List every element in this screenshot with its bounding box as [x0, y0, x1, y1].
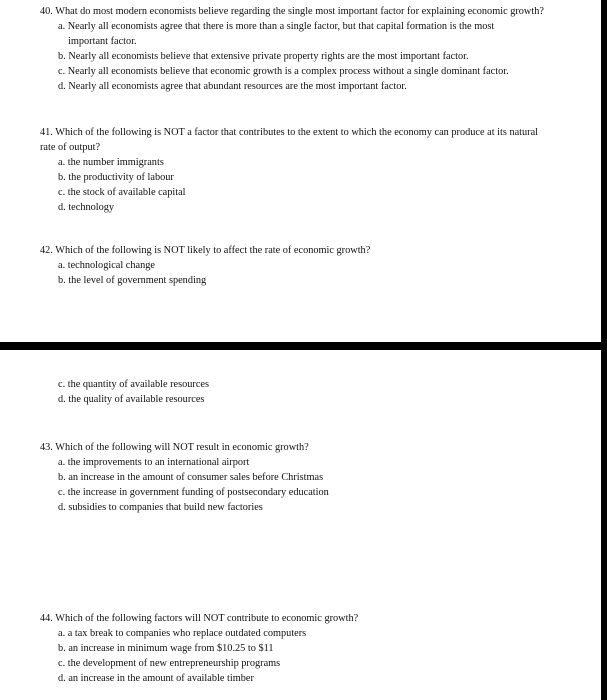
question-number: 43. [40, 442, 53, 453]
option-c [40, 64, 580, 79]
option-letter: d. [58, 81, 66, 92]
option-text: an increase in minimum wage from $10.25 to $11 [68, 643, 274, 654]
option-letter: b. [58, 643, 66, 654]
option-a [40, 19, 580, 49]
option-text: Nearly all economists believe that economic growth is a complex process without a single dominant factor. [67, 66, 509, 77]
question-number: 42. [40, 245, 53, 256]
question-stem-continued: rate of output? [40, 142, 101, 153]
question-number: 40. [40, 6, 53, 17]
option-text: the number immigrants [67, 157, 164, 168]
option-letter: a. [58, 157, 66, 168]
option-text: Nearly all economists believe that extensive private property rights are the most important factor. [68, 51, 469, 62]
option-letter: b. [58, 472, 66, 483]
question-text [40, 125, 580, 155]
option-letter: d. [58, 202, 66, 213]
question-text [40, 611, 580, 626]
option-b [40, 641, 580, 656]
option-b [40, 170, 580, 185]
option-letter: a. [58, 457, 66, 468]
option-text: the productivity of labour [68, 172, 174, 183]
option-d [40, 392, 580, 407]
option-text: the quantity of available resources [67, 379, 209, 390]
option-letter: b. [58, 51, 66, 62]
option-letter: d. [58, 394, 66, 405]
option-b [40, 49, 580, 64]
option-text: an increase in the amount of available timber [68, 673, 254, 684]
question-stem: Which of the following is NOT a factor that contributes to the extent to which the economy can produce at its natural [55, 127, 539, 138]
option-letter: d. [58, 502, 66, 513]
question-stem: Which of the following is NOT likely to affect the rate of economic growth? [55, 245, 371, 256]
option-a [40, 155, 580, 170]
question-number: 41. [40, 127, 53, 138]
question-number: 44. [40, 613, 53, 624]
option-text: the level of government spending [68, 275, 207, 286]
question-stem: Which of the following factors will NOT contribute to economic growth? [55, 613, 359, 624]
question-text [40, 440, 580, 455]
option-c [40, 656, 580, 671]
option-text: Nearly all economists agree that there is more than a single factor, but that capital formation is the most [67, 21, 495, 32]
option-letter: d. [58, 673, 66, 684]
option-letter: c. [58, 487, 66, 498]
question-text [40, 4, 580, 19]
option-a [40, 626, 580, 641]
option-letter: c. [58, 66, 66, 77]
option-c [40, 185, 580, 200]
question-stem: Which of the following will NOT result in economic growth? [55, 442, 309, 453]
option-text: the development of new entrepreneurship programs [67, 658, 281, 669]
option-text: the increase in government funding of postsecondary education [67, 487, 329, 498]
option-text: technology [68, 202, 115, 213]
option-a [40, 455, 580, 470]
question-stem: What do most modern economists believe regarding the single most important factor for explaining economic growth? [55, 6, 544, 17]
option-b [40, 470, 580, 485]
option-letter: b. [58, 172, 66, 183]
option-text: the stock of available capital [67, 187, 186, 198]
question-42 [40, 243, 580, 288]
question-43 [40, 440, 580, 515]
option-text: the improvements to an international airport [67, 457, 250, 468]
option-text: subsidies to companies that build new factories [68, 502, 263, 513]
option-text: technological change [67, 260, 155, 271]
option-letter: a. [58, 21, 66, 32]
question-42-continued [40, 377, 580, 407]
option-letter: c. [58, 379, 66, 390]
option-d [40, 500, 580, 515]
option-text: a tax break to companies who replace outdated computers [67, 628, 307, 639]
option-letter: a. [58, 628, 66, 639]
option-text-continued: important factor. [68, 36, 137, 47]
question-text [40, 243, 580, 258]
question-41 [40, 125, 580, 215]
option-letter: b. [58, 275, 66, 286]
option-letter: c. [58, 187, 66, 198]
option-b [40, 273, 580, 288]
right-edge-bar [601, 0, 607, 700]
option-c [40, 485, 580, 500]
option-c [40, 377, 580, 392]
page-divider [0, 342, 607, 350]
option-d [40, 200, 580, 215]
option-letter: c. [58, 658, 66, 669]
option-text: the quality of available resources [68, 394, 205, 405]
option-d [40, 79, 580, 94]
option-d [40, 671, 580, 686]
option-text: Nearly all economists agree that abundant resources are the most important factor. [68, 81, 407, 92]
question-40 [40, 4, 580, 94]
option-letter: a. [58, 260, 66, 271]
option-a [40, 258, 580, 273]
question-44 [40, 611, 580, 686]
option-text: an increase in the amount of consumer sales before Christmas [68, 472, 324, 483]
